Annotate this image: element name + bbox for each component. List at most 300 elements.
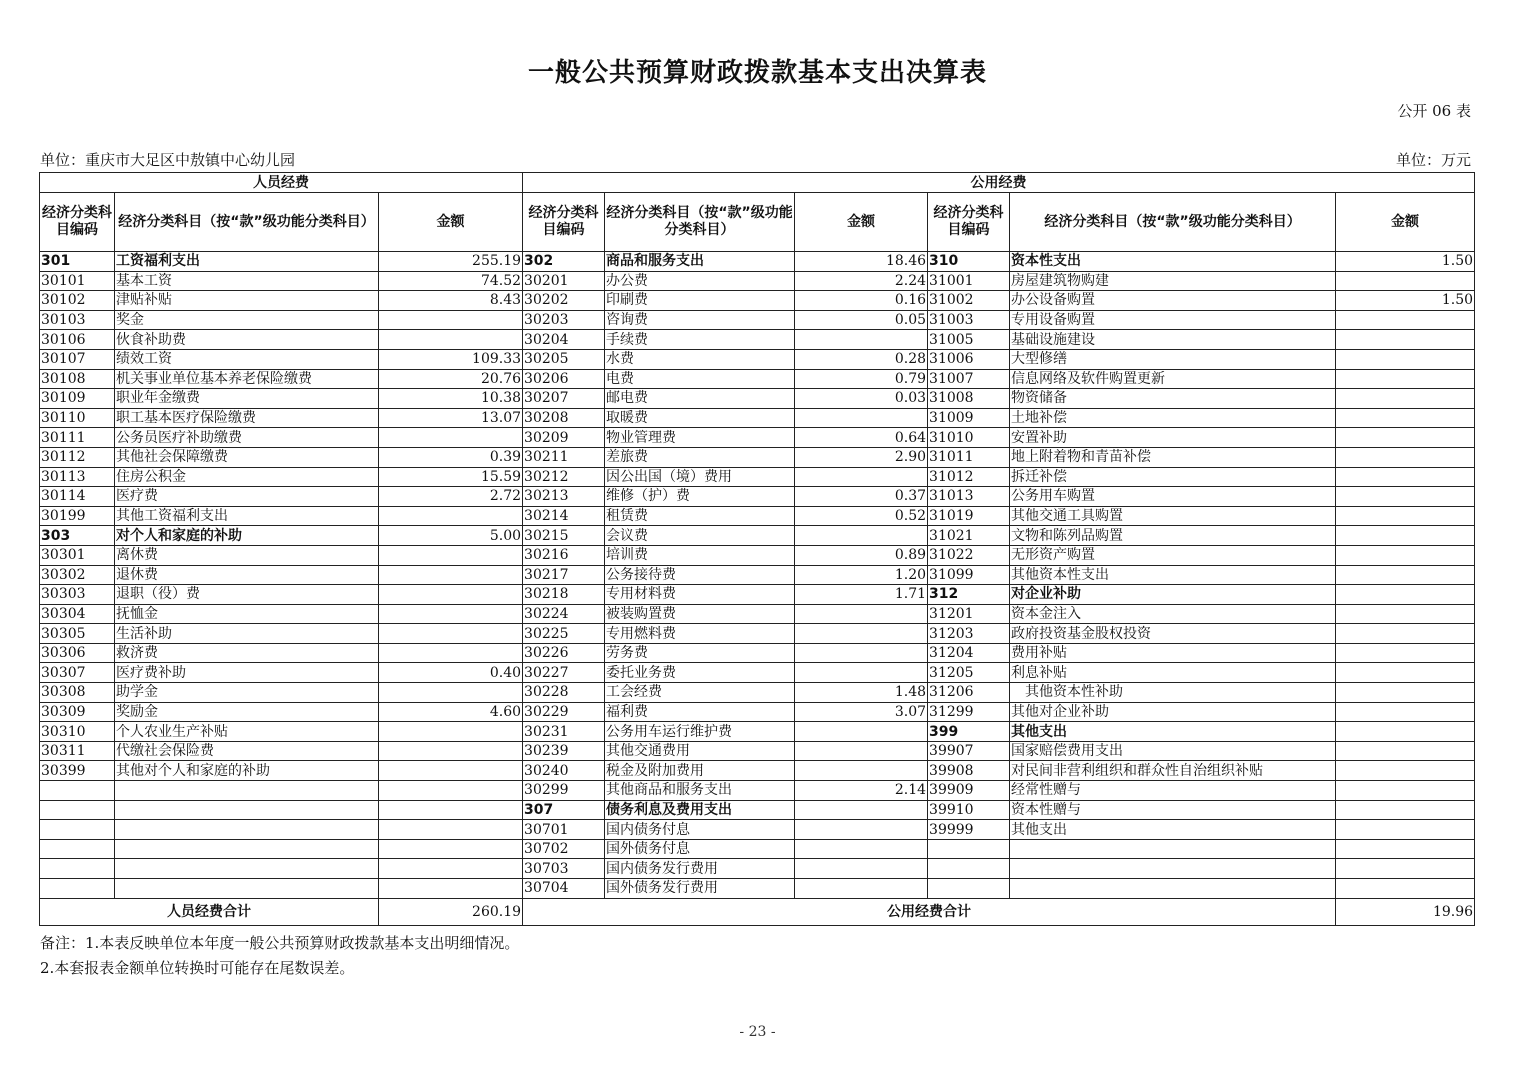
code-cell: 30239 [523,741,605,761]
amount-cell [795,820,928,840]
name-cell: 其他社会保障缴费 [115,447,379,467]
code-cell: 30399 [40,761,115,781]
code-cell: 30217 [523,565,605,585]
name-cell: 资本性支出 [1010,252,1336,272]
code-cell: 30311 [40,741,115,761]
table-row [40,781,1475,801]
code-cell: 30110 [40,408,115,428]
amount-cell [795,741,928,761]
amount-cell [1336,545,1475,565]
amount-cell [795,800,928,820]
name-cell: 商品和服务支出 [605,252,795,272]
unit-measure: 单位：万元 [1395,151,1471,169]
amount-cell: 0.64 [795,428,928,448]
name-cell: 工资福利支出 [115,252,379,272]
name-cell: 职业年金缴费 [115,389,379,409]
table-row [40,408,1475,428]
amount-cell [1336,526,1475,546]
name-cell: 其他支出 [1010,820,1336,840]
name-cell: 办公费 [605,271,795,291]
amount-cell: 5.00 [379,526,523,546]
amount-cell [795,839,928,859]
amount-cell [795,761,928,781]
table-row [40,291,1475,311]
section-personnel: 人员经费 [40,173,523,193]
name-cell: 国内债务付息 [605,820,795,840]
code-cell: 30228 [523,683,605,703]
amount-cell [379,683,523,703]
code-cell: 310 [928,252,1010,272]
table-row [40,820,1475,840]
name-cell: 信息网络及软件购置更新 [1010,369,1336,389]
code-cell: 30306 [40,643,115,663]
code-cell: 30299 [523,781,605,801]
amount-cell [1336,369,1475,389]
amount-cell [379,800,523,820]
public-total-value: 19.96 [1336,898,1475,925]
column-header-row [40,193,1475,252]
code-cell: 30303 [40,585,115,605]
name-cell: 其他资本性支出 [1010,565,1336,585]
name-cell [1010,839,1336,859]
amount-cell [379,428,523,448]
code-cell: 30113 [40,467,115,487]
name-cell [1010,859,1336,879]
table-row [40,839,1475,859]
code-cell: 30207 [523,389,605,409]
table-row [40,722,1475,742]
code-cell [928,839,1010,859]
table-row [40,252,1475,272]
public-total-label: 公用经费合计 [523,898,1336,925]
amount-cell: 13.07 [379,408,523,428]
amount-cell: 15.59 [379,467,523,487]
personnel-total-label: 人员经费合计 [40,898,379,925]
code-cell: 30225 [523,624,605,644]
amount-cell [1336,408,1475,428]
code-cell: 30103 [40,310,115,330]
amount-cell [379,604,523,624]
amount-cell: 1.20 [795,565,928,585]
amount-cell [1336,604,1475,624]
code-cell: 30202 [523,291,605,311]
table-row [40,428,1475,448]
amount-cell [795,467,928,487]
code-cell: 39910 [928,800,1010,820]
amount-cell [1336,428,1475,448]
code-cell: 30107 [40,349,115,369]
amount-cell: 0.40 [379,663,523,683]
page-number: - 23 - [739,1024,776,1040]
table-row [40,604,1475,624]
amount-cell: 0.05 [795,310,928,330]
amount-cell: 2.72 [379,487,523,507]
name-cell: 代缴社会保险费 [115,741,379,761]
name-cell: 政府投资基金股权投资 [1010,624,1336,644]
amount-cell [1336,761,1475,781]
code-cell [40,800,115,820]
name-cell: 国内债务发行费用 [605,859,795,879]
amount-cell [795,330,928,350]
amount-cell: 4.60 [379,702,523,722]
amount-cell [1336,741,1475,761]
code-cell: 31002 [928,291,1010,311]
code-cell: 30308 [40,683,115,703]
code-cell: 30205 [523,349,605,369]
name-cell: 助学金 [115,683,379,703]
unit-name: 单位：重庆市大足区中敖镇中心幼儿园 [40,151,296,169]
amount-cell: 10.38 [379,389,523,409]
code-cell: 31011 [928,447,1010,467]
code-cell: 30201 [523,271,605,291]
name-cell: 住房公积金 [115,467,379,487]
table-row [40,349,1475,369]
code-cell: 31204 [928,643,1010,663]
personnel-total-value: 260.19 [379,898,523,925]
code-cell: 31201 [928,604,1010,624]
name-cell: 职工基本医疗保险缴费 [115,408,379,428]
name-cell: 其他资本性补助 [1010,683,1336,703]
code-cell [40,859,115,879]
code-cell: 30108 [40,369,115,389]
name-cell [115,859,379,879]
amount-cell: 1.71 [795,585,928,605]
code-cell: 30216 [523,545,605,565]
amount-cell: 0.52 [795,506,928,526]
code-cell: 31019 [928,506,1010,526]
name-cell: 经常性赠与 [1010,781,1336,801]
header-amount: 金额 [795,193,928,252]
name-cell: 公务员医疗补助缴费 [115,428,379,448]
name-cell: 土地补偿 [1010,408,1336,428]
amount-cell [379,820,523,840]
name-cell: 邮电费 [605,389,795,409]
name-cell: 生活补助 [115,624,379,644]
name-cell [115,781,379,801]
name-cell [115,879,379,899]
amount-cell: 3.07 [795,702,928,722]
name-cell: 其他对企业补助 [1010,702,1336,722]
name-cell: 税金及附加费用 [605,761,795,781]
code-cell: 31007 [928,369,1010,389]
code-cell: 30703 [523,859,605,879]
name-cell: 机关事业单位基本养老保险缴费 [115,369,379,389]
name-cell: 医疗费 [115,487,379,507]
header-code: 经济分类科目编码 [928,193,1010,252]
table-row [40,663,1475,683]
table-row [40,506,1475,526]
name-cell: 房屋建筑物购建 [1010,271,1336,291]
table-row [40,800,1475,820]
header-name: 经济分类科目（按“款”级功能分类科目） [605,193,795,252]
amount-cell: 8.43 [379,291,523,311]
name-cell: 因公出国（境）费用 [605,467,795,487]
code-cell: 30302 [40,565,115,585]
name-cell: 奖金 [115,310,379,330]
name-cell: 差旅费 [605,447,795,467]
name-cell: 无形资产购置 [1010,545,1336,565]
name-cell [1010,879,1336,899]
code-cell [40,879,115,899]
code-cell: 39907 [928,741,1010,761]
name-cell: 奖励金 [115,702,379,722]
code-cell: 39909 [928,781,1010,801]
code-cell: 30309 [40,702,115,722]
section-public: 公用经费 [523,173,1475,193]
code-cell: 30106 [40,330,115,350]
amount-cell: 0.37 [795,487,928,507]
code-cell: 31206 [928,683,1010,703]
code-cell: 31005 [928,330,1010,350]
amount-cell [795,624,928,644]
amount-cell [379,643,523,663]
code-cell: 30112 [40,447,115,467]
name-cell: 救济费 [115,643,379,663]
code-cell: 30231 [523,722,605,742]
name-cell: 拆迁补偿 [1010,467,1336,487]
code-cell: 31021 [928,526,1010,546]
name-cell: 资本金注入 [1010,604,1336,624]
header-code: 经济分类科目编码 [40,193,115,252]
amount-cell [379,781,523,801]
name-cell: 电费 [605,369,795,389]
code-cell: 31099 [928,565,1010,585]
amount-cell [1336,839,1475,859]
code-cell: 30229 [523,702,605,722]
name-cell [115,800,379,820]
header-amount: 金额 [379,193,523,252]
amount-cell [379,585,523,605]
name-cell: 个人农业生产补贴 [115,722,379,742]
amount-cell [379,330,523,350]
amount-cell: 18.46 [795,252,928,272]
table-row [40,643,1475,663]
amount-cell: 20.76 [379,369,523,389]
table-row [40,271,1475,291]
amount-cell [379,565,523,585]
amount-cell: 255.19 [379,252,523,272]
amount-cell [1336,467,1475,487]
name-cell: 医疗费补助 [115,663,379,683]
code-cell: 30208 [523,408,605,428]
amount-cell [795,879,928,899]
section-header-row [40,173,1475,193]
code-cell: 30206 [523,369,605,389]
table-row [40,467,1475,487]
name-cell [115,839,379,859]
code-cell [928,879,1010,899]
amount-cell: 0.03 [795,389,928,409]
name-cell: 委托业务费 [605,663,795,683]
code-cell: 30702 [523,839,605,859]
name-cell: 国家赔偿费用支出 [1010,741,1336,761]
name-cell: 培训费 [605,545,795,565]
code-cell: 30111 [40,428,115,448]
amount-cell [795,643,928,663]
amount-cell [1336,859,1475,879]
table-row [40,330,1475,350]
amount-cell [379,310,523,330]
page-title: 一般公共预算财政拨款基本支出决算表 [527,58,987,88]
code-cell: 31009 [928,408,1010,428]
name-cell: 手续费 [605,330,795,350]
name-cell: 公务用车购置 [1010,487,1336,507]
name-cell: 国外债务发行费用 [605,879,795,899]
name-cell: 资本性赠与 [1010,800,1336,820]
code-cell: 30214 [523,506,605,526]
name-cell: 国外债务付息 [605,839,795,859]
name-cell: 对个人和家庭的补助 [115,526,379,546]
table-row [40,310,1475,330]
amount-cell [1336,683,1475,703]
code-cell: 30305 [40,624,115,644]
amount-cell [1336,310,1475,330]
name-cell: 被装购置费 [605,604,795,624]
code-cell: 30212 [523,467,605,487]
name-cell: 专用材料费 [605,585,795,605]
code-cell [40,781,115,801]
code-cell: 30199 [40,506,115,526]
amount-cell [379,741,523,761]
amount-cell [1336,585,1475,605]
code-cell: 303 [40,526,115,546]
table-row [40,487,1475,507]
name-cell: 其他支出 [1010,722,1336,742]
amount-cell [379,859,523,879]
code-cell: 31299 [928,702,1010,722]
code-cell: 31203 [928,624,1010,644]
name-cell: 基本工资 [115,271,379,291]
code-cell: 301 [40,252,115,272]
amount-cell [1336,447,1475,467]
amount-cell [379,761,523,781]
name-cell: 取暖费 [605,408,795,428]
code-cell: 30701 [523,820,605,840]
name-cell: 维修（护）费 [605,487,795,507]
code-cell: 30102 [40,291,115,311]
table-row [40,624,1475,644]
code-cell: 31205 [928,663,1010,683]
amount-cell: 1.50 [1336,252,1475,272]
name-cell [115,820,379,840]
name-cell: 物业管理费 [605,428,795,448]
amount-cell [379,839,523,859]
table-row [40,369,1475,389]
code-cell: 30109 [40,389,115,409]
name-cell: 水费 [605,349,795,369]
code-cell: 31006 [928,349,1010,369]
table-row [40,683,1475,703]
name-cell: 办公设备购置 [1010,291,1336,311]
code-cell: 30211 [523,447,605,467]
amount-cell: 0.16 [795,291,928,311]
amount-cell: 0.39 [379,447,523,467]
note-line: 2.本套报表金额单位转换时可能存在尾数误差。 [40,959,355,977]
name-cell: 物资储备 [1010,389,1336,409]
amount-cell [795,663,928,683]
name-cell: 伙食补助费 [115,330,379,350]
table-row [40,761,1475,781]
table-row [40,585,1475,605]
amount-cell: 109.33 [379,349,523,369]
amount-cell [1336,624,1475,644]
amount-cell [1336,879,1475,899]
header-code: 经济分类科目编码 [523,193,605,252]
name-cell: 对民间非营利组织和群众性自治组织补贴 [1010,761,1336,781]
code-cell: 30224 [523,604,605,624]
amount-cell: 1.48 [795,683,928,703]
amount-cell: 0.89 [795,545,928,565]
amount-cell [379,506,523,526]
amount-cell [795,859,928,879]
amount-cell [1336,389,1475,409]
code-cell: 30704 [523,879,605,899]
amount-cell [379,722,523,742]
name-cell: 债务利息及费用支出 [605,800,795,820]
name-cell: 其他交通工具购置 [1010,506,1336,526]
table-row [40,565,1475,585]
amount-cell: 1.50 [1336,291,1475,311]
name-cell: 公务接待费 [605,565,795,585]
amount-cell [1336,349,1475,369]
table-row [40,389,1475,409]
code-cell [40,820,115,840]
name-cell: 工会经费 [605,683,795,703]
name-cell: 利息补贴 [1010,663,1336,683]
code-cell: 31008 [928,389,1010,409]
name-cell: 文物和陈列品购置 [1010,526,1336,546]
code-cell: 30215 [523,526,605,546]
table-row [40,545,1475,565]
header-name: 经济分类科目（按“款”级功能分类科目） [115,193,379,252]
code-cell: 30226 [523,643,605,663]
name-cell: 咨询费 [605,310,795,330]
code-cell: 30218 [523,585,605,605]
name-cell: 会议费 [605,526,795,546]
code-cell: 30209 [523,428,605,448]
code-cell: 30204 [523,330,605,350]
amount-cell [1336,781,1475,801]
name-cell: 津贴补贴 [115,291,379,311]
code-cell: 30310 [40,722,115,742]
code-cell [928,859,1010,879]
name-cell: 租赁费 [605,506,795,526]
expenditure-table [39,172,1475,926]
table-row [40,859,1475,879]
name-cell: 劳务费 [605,643,795,663]
notes [40,931,519,981]
amount-cell [1336,271,1475,291]
name-cell: 抚恤金 [115,604,379,624]
amount-cell [1336,330,1475,350]
header-name: 经济分类科目（按“款”级功能分类科目） [1010,193,1336,252]
name-cell: 基础设施建设 [1010,330,1336,350]
code-cell: 30203 [523,310,605,330]
table-row [40,702,1475,722]
name-cell: 专用燃料费 [605,624,795,644]
amount-cell [379,879,523,899]
name-cell: 其他商品和服务支出 [605,781,795,801]
amount-cell [1336,506,1475,526]
amount-cell [1336,565,1475,585]
form-number: 公开 06 表 [1397,102,1471,120]
name-cell: 印刷费 [605,291,795,311]
amount-cell: 2.24 [795,271,928,291]
name-cell: 退职（役）费 [115,585,379,605]
amount-cell: 2.90 [795,447,928,467]
code-cell: 30301 [40,545,115,565]
code-cell [40,839,115,859]
